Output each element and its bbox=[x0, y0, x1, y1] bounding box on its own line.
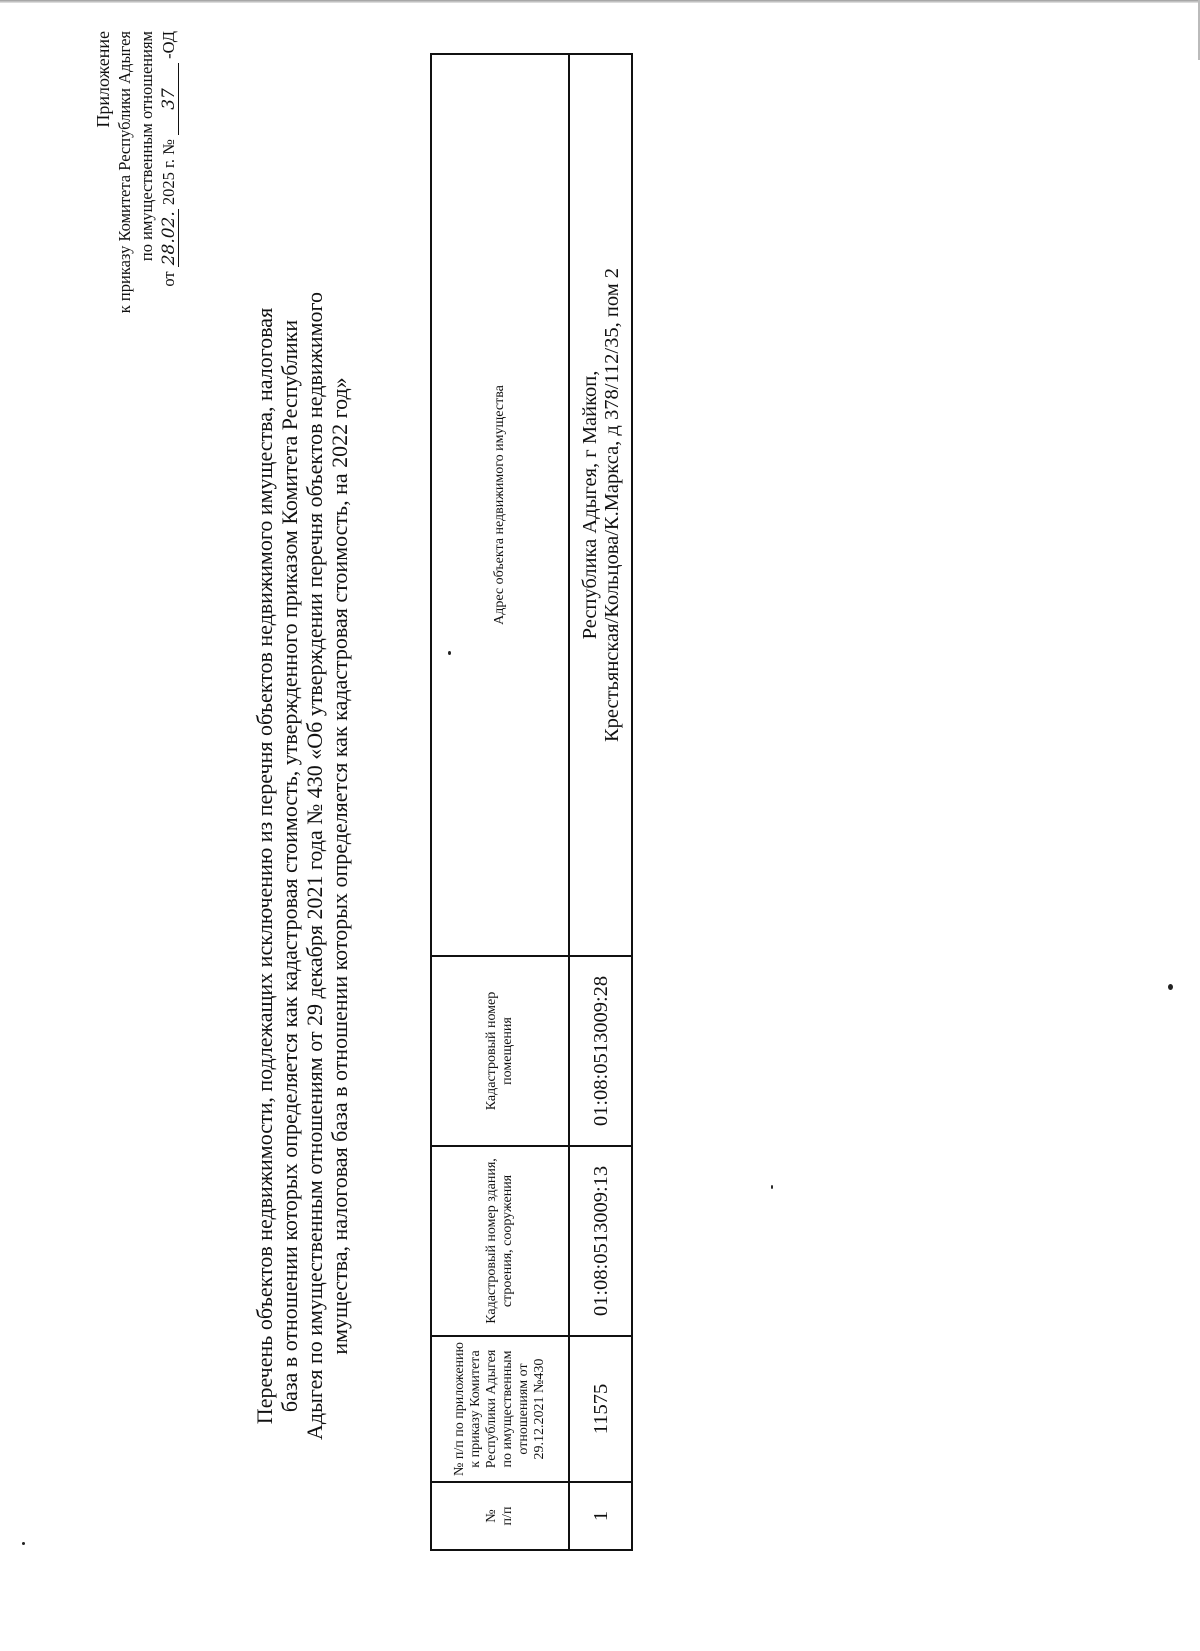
cell-address-line2: Крестьянская/Кольцова/К.Маркса, д 378/112/35, пом 2 bbox=[600, 267, 623, 743]
header-address: Адрес объекта недвижимого имущества bbox=[431, 54, 569, 956]
appendix-from-prefix: от bbox=[159, 271, 178, 287]
header-premise-cadastral: Кадастровый номер помещения bbox=[431, 956, 569, 1146]
header-num-line1: № bbox=[484, 1509, 499, 1523]
cell-num: 1 bbox=[569, 1482, 632, 1550]
appendix-date-line bbox=[158, 31, 180, 471]
appendix-block bbox=[92, 31, 180, 471]
appendix-date-year: 2025 г. № bbox=[159, 139, 178, 206]
cell-appendix-num: 11575 bbox=[569, 1336, 632, 1482]
header-building-cadastral: Кадастровый номер здания, строения, сооружения bbox=[431, 1146, 569, 1336]
cell-premise-cadastral: 01:08:0513009:28 bbox=[569, 956, 632, 1146]
cell-address-line1: Республика Адыгея, г Майкоп, bbox=[578, 370, 601, 640]
appendix-date-day-month: 28.02. bbox=[159, 211, 179, 266]
table-header-row bbox=[431, 54, 569, 1550]
header-num-line2: п/п bbox=[500, 1506, 515, 1526]
appendix-line1: к приказу Комитета Республики Адыгея bbox=[115, 31, 134, 314]
cell-building-cadastral: 01:08:0513009:13 bbox=[569, 1146, 632, 1336]
title-line1: Перечень объектов недвижимости, подлежащих исключению из перечня объектов недвижимого имущества, налоговая bbox=[252, 307, 277, 1425]
cell-address bbox=[569, 54, 632, 956]
title-line4: имущества, налоговая база в отношении которых определяется как кадастровая стоимость, на 2022 год» bbox=[327, 377, 352, 1355]
header-num bbox=[431, 1482, 569, 1550]
document-title bbox=[252, 276, 352, 1456]
appendix-order-suffix: -ОД bbox=[159, 31, 178, 59]
title-line2: база в отношении которых определяется как кадастровая стоимость, утвержденного приказом Комитета Республики bbox=[277, 319, 302, 1413]
title-line3: Адыгея по имущественным отношениям от 29 декабря 2021 года № 430 «Об утверждении перечня объектов недвижимого bbox=[302, 291, 327, 1441]
table-row bbox=[569, 54, 632, 1550]
appendix-title: Приложение bbox=[93, 31, 113, 128]
objects-table bbox=[430, 53, 633, 1551]
appendix-order-number: 37 bbox=[160, 63, 179, 135]
appendix-line2: по имущественным отношениям bbox=[137, 31, 156, 262]
header-appendix-num: № п/п по приложению к приказу Комитета Республики Адыгея по имущественным отношениям от 29.12.2021 №430 bbox=[431, 1336, 569, 1482]
